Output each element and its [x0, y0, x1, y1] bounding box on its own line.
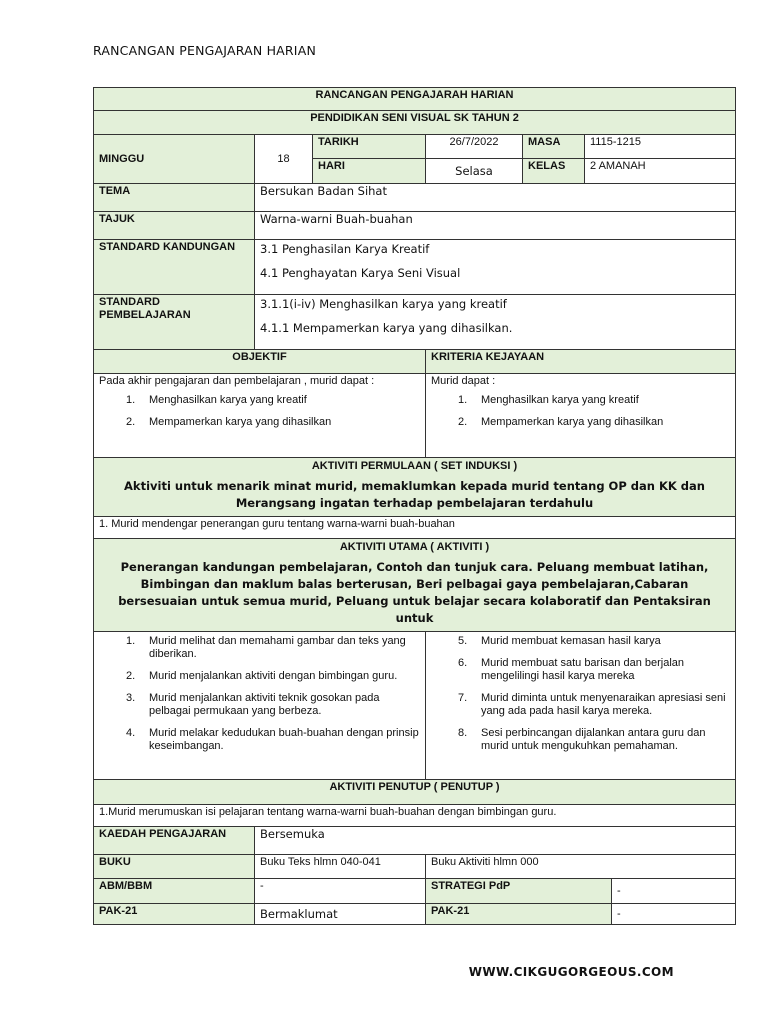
list-item: 1. Menghasilkan karya yang kreatif	[458, 394, 639, 406]
permulaan-section	[94, 458, 736, 517]
standard-pembelajaran-item: 4.1.1 Mempamerkan karya yang dihasilkan.	[260, 321, 513, 335]
list-item: 1. Menghasilkan karya yang kreatif	[126, 394, 307, 406]
list-item: 5. Murid membuat kemasan hasil karya	[458, 635, 661, 647]
list-item: 7. Murid diminta untuk menyenaraikan apresiasi seni yang ada pada hasil karya mereka.	[458, 692, 726, 717]
utama-header: AKTIVITI UTAMA ( AKTIVITI )	[339, 541, 490, 553]
standard-kandungan-item: 4.1 Penghayatan Karya Seni Visual	[260, 266, 461, 280]
standard-kandungan-item: 3.1 Penghasilan Karya Kreatif	[260, 242, 430, 256]
tarikh-value: 26/7/2022	[426, 135, 523, 159]
subject-title: PENDIDIKAN SENI VISUAL SK TAHUN 2	[94, 111, 736, 135]
kriteria-intro: Murid dapat :	[431, 375, 496, 387]
list-item: 2. Murid menjalankan aktiviti dengan bimbingan guru.	[126, 670, 398, 682]
list-item: 6. Murid membuat satu barisan dan berjalan mengelilingi hasil karya mereka	[458, 657, 685, 682]
plan-title: RANCANGAN PENGAJARAH HARIAN	[94, 88, 736, 111]
standard-pembelajaran-list	[255, 295, 736, 350]
buku-teks-value: Buku Teks hlmn 040-041	[255, 855, 426, 879]
kelas-value: 2 AMANAH	[585, 159, 736, 184]
footer-url[interactable]: WWW.CIKGUGORGEOUS.COM	[468, 965, 674, 979]
strategi-label: STRATEGI PdP	[426, 879, 612, 904]
list-item: 8. Sesi perbincangan dijalankan antara guru dan murid untuk mengukuhkan pemahaman.	[458, 727, 706, 752]
kaedah-value: Bersemuka	[255, 827, 736, 855]
buku-aktiviti-value: Buku Aktiviti hlmn 000	[426, 855, 736, 879]
pak21-label: PAK-21	[94, 904, 255, 925]
objektif-list	[99, 394, 420, 429]
utama-left-steps	[94, 632, 426, 780]
penutup-header: AKTIVITI PENUTUP ( PENUTUP )	[94, 780, 736, 805]
permulaan-header: AKTIVITI PERMULAAN ( SET INDUKSI )	[311, 460, 518, 472]
list-item: 3. Murid menjalankan aktiviti teknik gosokan pada pelbagai permukaan yang berbeza.	[126, 692, 380, 717]
tajuk-value: Warna-warni Buah-buahan	[255, 212, 736, 240]
tajuk-label: TAJUK	[94, 212, 255, 240]
lesson-plan-table	[93, 87, 736, 925]
pak21-value-2: -	[612, 904, 736, 925]
kelas-label: KELAS	[523, 159, 585, 184]
hari-label: HARI	[313, 159, 426, 184]
kriteria-list	[431, 394, 730, 429]
utama-section	[94, 539, 736, 632]
tema-label: TEMA	[94, 184, 255, 212]
list-item: 2. Mempamerkan karya yang dihasilkan	[458, 416, 664, 428]
utama-description: Penerangan kandungan pembelajaran, Contoh dan tunjuk cara. Peluang membuat latihan, Bimbingan dan maklum balas berterusan, Beri pelbagai gaya pembelajaran,Cabaran bersesuaian untuk semua murid, Peluang untuk belajar secara kolaboratif dan Pentaksiran untuk	[118, 560, 711, 625]
hari-value: Selasa	[426, 159, 523, 184]
kriteria-content	[426, 374, 736, 458]
minggu-label: MINGGU	[94, 135, 255, 184]
utama-left-list	[99, 635, 420, 753]
pak21-value: Bermaklumat	[255, 904, 426, 925]
masa-value: 1115-1215	[585, 135, 736, 159]
utama-right-steps	[426, 632, 736, 780]
minggu-value: 18	[255, 135, 313, 184]
permulaan-description: Aktiviti untuk menarik minat murid, memaklumkan kepada murid tentang OP dan KK dan Merangsang ingatan terhadap pembelajaran terdahulu	[124, 479, 705, 510]
list-item: 4. Murid melakar kedudukan buah-buahan dengan prinsip keseimbangan.	[126, 727, 419, 752]
page-header: RANCANGAN PENGAJARAN HARIAN	[93, 43, 316, 58]
pak21-label-2: PAK-21	[426, 904, 612, 925]
utama-right-list	[431, 635, 730, 753]
abm-label: ABM/BBM	[94, 879, 255, 904]
standard-pembelajaran-item: 3.1.1(i-iv) Menghasilkan karya yang kreatif	[260, 297, 507, 311]
abm-value: -	[255, 879, 426, 904]
objektif-intro: Pada akhir pengajaran dan pembelajaran , murid dapat :	[99, 375, 375, 387]
standard-pembelajaran-label-line: PEMBELAJARAN	[99, 309, 191, 321]
objektif-content	[94, 374, 426, 458]
list-item: 2. Mempamerkan karya yang dihasilkan	[126, 416, 332, 428]
tema-value: Bersukan Badan Sihat	[255, 184, 736, 212]
standard-pembelajaran-label-line: STANDARD	[99, 296, 160, 308]
kaedah-label: KAEDAH PENGAJARAN	[94, 827, 255, 855]
strategi-value: -	[612, 879, 736, 904]
buku-label: BUKU	[94, 855, 255, 879]
standard-kandungan-list	[255, 240, 736, 295]
permulaan-step: 1. Murid mendengar penerangan guru tentang warna-warni buah-buahan	[94, 517, 736, 539]
list-item: 1. Murid melihat dan memahami gambar dan teks yang diberikan.	[126, 635, 406, 660]
penutup-step: 1.Murid merumuskan isi pelajaran tentang warna-warni buah-buahan dengan bimbingan guru.	[94, 805, 736, 827]
masa-label: MASA	[523, 135, 585, 159]
kriteria-header: KRITERIA KEJAYAAN	[426, 350, 736, 374]
standard-pembelajaran-label	[94, 295, 255, 350]
tarikh-label: TARIKH	[313, 135, 426, 159]
standard-kandungan-label: STANDARD KANDUNGAN	[94, 240, 255, 295]
objektif-header: OBJEKTIF	[94, 350, 426, 374]
